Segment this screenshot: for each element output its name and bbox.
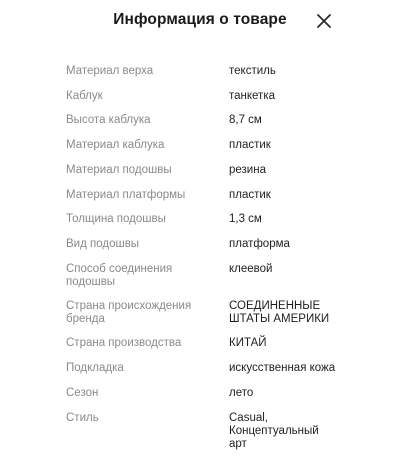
attribute-label: Сезон [66, 387, 99, 399]
attribute-value: 1,3 см [229, 213, 262, 225]
attribute-value: искусственная кожа [229, 362, 336, 374]
attribute-label: Стиль [66, 412, 99, 424]
attribute-label: Страна производства [66, 337, 182, 349]
attribute-label: Толщина подошвы [66, 213, 166, 225]
attribute-value: пластик [229, 189, 271, 201]
page-title: Информация о товаре [113, 11, 287, 28]
attribute-label: Каблук [66, 90, 103, 102]
close-x-icon [312, 9, 336, 33]
attribute-value: танкетка [229, 90, 276, 102]
attribute-value: клеевой [229, 263, 273, 275]
attribute-value: Casual, Концептуальный арт [229, 412, 319, 450]
attribute-label: Способ соединения подошвы [66, 263, 173, 288]
attribute-value: КИТАЙ [229, 337, 267, 349]
attribute-label: Подкладка [66, 362, 124, 374]
attribute-value: 8,7 см [229, 114, 262, 126]
attribute-value: пластик [229, 139, 271, 151]
attribute-label: Материал верха [66, 65, 154, 77]
attribute-value: лето [229, 387, 254, 399]
attribute-value: платформа [229, 238, 290, 250]
close-button[interactable] [312, 9, 336, 33]
attribute-label: Страна происхождения бренда [66, 300, 192, 325]
attribute-value: текстиль [229, 65, 276, 77]
attribute-label: Вид подошвы [66, 238, 140, 250]
attribute-label: Материал платформы [66, 189, 186, 201]
attribute-label: Материал подошвы [66, 164, 172, 176]
attribute-label: Высота каблука [66, 114, 151, 126]
attribute-value: резина [229, 164, 266, 176]
sheet-header [0, 0, 400, 42]
attribute-value: СОЕДИНЕННЫЕ ШТАТЫ АМЕРИКИ [229, 300, 330, 325]
attribute-label: Материал каблука [66, 139, 165, 151]
